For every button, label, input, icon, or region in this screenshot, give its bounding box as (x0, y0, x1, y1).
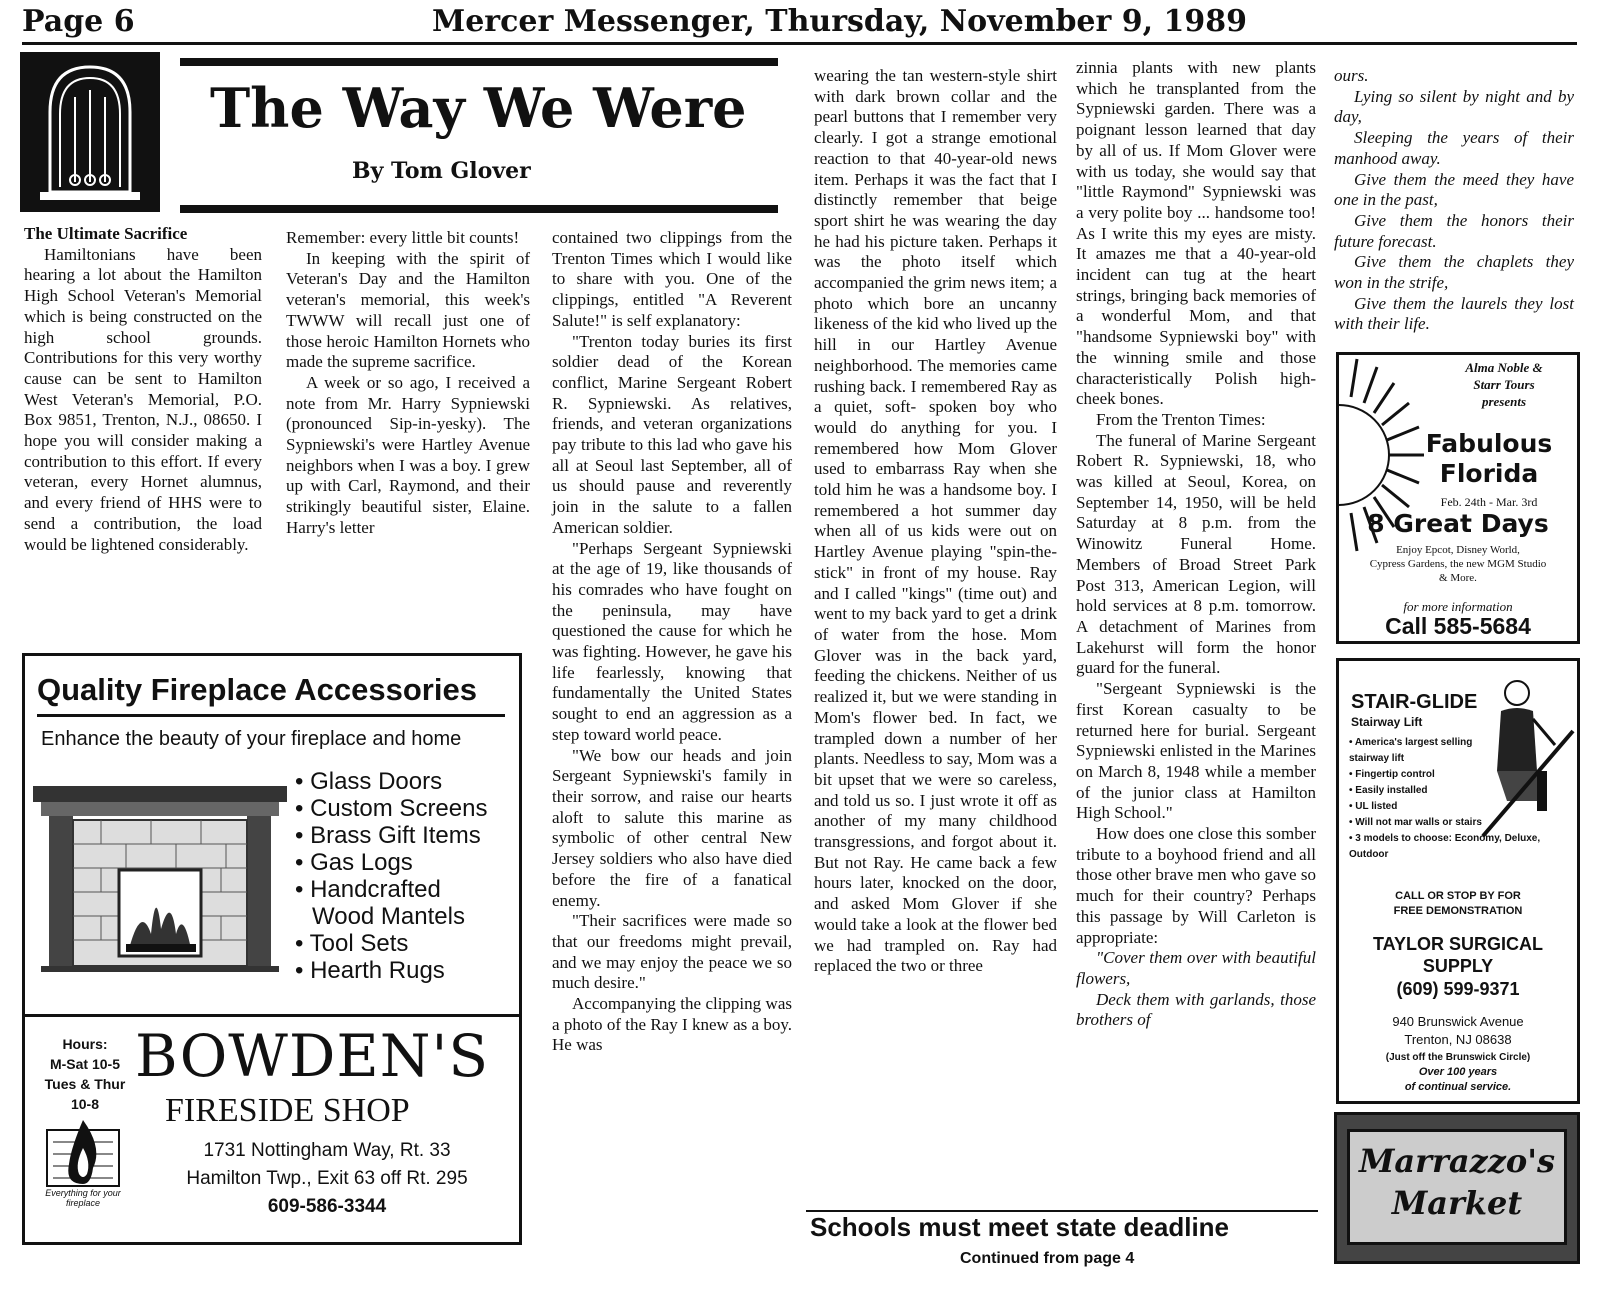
article-column-6 (1334, 66, 1574, 335)
article-paragraph: "Trenton today buries its first soldier dead of the Korean conflict, Marine Sergeant Robert R. Sypniewski. As relatives, friends, and veteran organizations pay tribute to this lad who gave his all at Seoul last September, all of us should pause and reverently join in the salute to a fallen American soldier. (552, 331, 792, 537)
column-title: The Way We Were (210, 76, 747, 140)
article-paragraph: From the Trenton Times: (1096, 409, 1266, 429)
poem-line: Deck them with garlands, those brothers of (1076, 989, 1316, 1030)
list-item: • Will not mar walls or stairs (1349, 817, 1482, 828)
stair-features (1349, 735, 1541, 863)
market-sign (1347, 1129, 1567, 1245)
ad-divider (37, 714, 505, 717)
list-item: • Custom Screens (295, 795, 488, 822)
store-address-2: Hamilton Twp., Exit 63 off Rt. 295 (186, 1168, 468, 1189)
list-item: • America's largest selling stairway lift (1349, 737, 1473, 764)
more-info: for more information (1403, 599, 1513, 614)
list-item: • Easily installed (1349, 785, 1428, 796)
trip-description: Enjoy Epcot, Disney World, Cypress Gardens, the new MGM Studio & More. (1369, 544, 1547, 584)
list-item: • Fingertip control (1349, 769, 1435, 780)
article-paragraph: The funeral of Marine Sergeant Robert R. Sypniewski, 18, who was killed at Seoul, Korea, on September 14, 1950, will be held Saturday at 8 p.m. from the Winowitz Funeral Home. Members of Broad Street Park Post 313, American Legion, will hold services at 8 p.m. tomorrow. A detachment of Marines from Lakehurst will form the honor guard for the funeral. (1076, 430, 1316, 678)
market-ad (1334, 1112, 1580, 1264)
article-paragraph: In keeping with the spirit of Veteran's Day and the Hamilton veteran's memorial, this week's TWWW will recall just one of those heroic Hamilton Hornets who made the supreme sacrifice. (286, 248, 530, 372)
ad-subhead: Enhance the beauty of your fireplace and home (41, 728, 462, 750)
column-byline: By Tom Glover (352, 158, 531, 184)
article-paragraph: contained two clippings from the Trenton Times which I would like to share with you. One of the clippings, entitled "A Reverent Salute!" is self explanatory: (552, 228, 792, 330)
article-paragraph: wearing the tan western-style shirt with dark brown collar and the pearl buttons that I remember very clearly. I got a strange emotional reaction to that 40-year-old news item. Perhaps it was the fact that I distinctly remember that beige sport shirt he was wearing the day he had his picture taken. Perhaps it was the photo itself which accompanied the grim news item; a photo which bore an uncanny likeness of the kid who lived up the hill in our Hartley Avenue neighborhood. The memories came rushing back. I remembered Ray as a quiet, soft- spoken boy who would do anything for you. I remembered how Mom Glover used to embarrass Ray when she told him he was a handsome boy. I remembered a hot summer day when all of us kids were out on Hartley Avenue playing "spin-the-stick" in front of my house. Ray and I called "kings" (time out) and went to my back yard to get a drink of water from the hose. Mom Glover was in the back yard, feeding the chickens. Neither of us realized it, but we were standing in Mom's flower bed. In fact, we trampled down a number of her plants. Needless to say, Mom was a bit upset that we were so careless, and told us so. I just wrote it off as another of my many childhood transgressions, and forgot about it. But not Ray. He came back a few hours later, knocked on the door, and asked Mom Glover if she would take a look at the flower bed we had trampled on. Ray had replaced the two or three (814, 66, 1057, 976)
stair-sub: Stairway Lift (1351, 715, 1423, 729)
article-column-1 (24, 224, 262, 555)
page-header (22, 4, 1577, 45)
ad-divider (25, 1014, 519, 1017)
company-address: 940 Brunswick Avenue Trenton, NJ 08638 (Just off the Brunswick Circle) (1385, 1014, 1531, 1063)
stair-brand: STAIR-GLIDE (1351, 691, 1478, 713)
article-paragraph: Remember: every little bit counts! (286, 228, 520, 247)
demo-offer: CALL OR STOP BY FOR FREE DEMONSTRATION (1393, 890, 1523, 917)
ad-headline: Quality Fireplace Accessories (37, 672, 477, 707)
list-item: • Hearth Rugs (295, 957, 445, 984)
page-number: Page 6 (22, 4, 135, 39)
article-paragraph: How does one close this somber tribute to a boyhood friend and all those other brave men who gave so much for their country? Perhaps this passage by Will Carleton is appropriate: (1076, 824, 1316, 947)
article-paragraph: "Perhaps Sergeant Sypniewski at the age of 19, like thousands of his comrades who have fought on the peninsula, may have questioned the cause for which he was fighting. However, he gave his life fearlessly, knowing that fundamentally the United States sought to end an aggression as a step toward world peace. (552, 538, 792, 744)
article-paragraph: Hamiltonians have been hearing a lot about the Hamilton High School Veteran's Memorial which is being constructed on the high school grounds. Contributions for this very worthy cause can be sent to Hamilton West Veteran's Memorial, P.O. Box 9851, Trenton, N.J., 08650. I hope you will consider making a contribution to this effort. If every veteran, every Hornet alumnus, and every friend of HHS were to send a contribution, the load would be lightened considerably. (24, 244, 262, 554)
article-column-5 (1076, 58, 1316, 1031)
title-rule-top (180, 58, 778, 66)
ad-items-list (295, 768, 487, 984)
poem-line: "Cover them over with beautiful flowers, (1076, 948, 1316, 988)
poem-line: Give them the honors their future forecast. (1334, 210, 1574, 251)
article-paragraph: "Sergeant Sypniewski is the first Korean casualty to be returned here for burial. Sergeant Sypniewski enlisted in the Marines on March 8, 1948 while a member of the junior class at Hamilton High School." (1076, 679, 1316, 823)
article-subhead: The Ultimate Sacrifice (24, 224, 188, 243)
article-paragraph: zinnia plants with new plants which he transplanted from the Sypniewski garden. There was a poignant lesson learned that day by all of us. If Mom Glover were with us today, she would say that "little Raymond" Sypniewski was a very polite boy ... handsome too! As I write this my eyes are misty. It amazes me that a 40-year-old incident can tug at the heart strings, bringing back memories of a wonderful Mom, and that "handsome Sypniewski boy" with the winning smile and those characteristically Polish high-cheek bones. (1076, 58, 1316, 409)
store-name: BOWDEN'S (135, 1022, 490, 1090)
list-item: Wood Mantels (312, 903, 465, 930)
story-headline: Schools must meet state deadline (810, 1212, 1230, 1242)
trip-days: 8 Great Days (1367, 509, 1549, 538)
logo-tagline: Everything for your fireplace (45, 1188, 121, 1208)
article-paragraph: "We bow our heads and join Sergeant Sypniewski's family in their sorrow, and raise our hearts aloft to salute this marine as symbolic of other central New Jersey soldiers who also have died before the fire of a fanatical enemy. (552, 745, 792, 910)
poem-line: ours. (1334, 66, 1369, 85)
poem-line: Give them the laurels they lost with their life. (1334, 293, 1574, 334)
stair-glide-ad (1336, 658, 1580, 1104)
article-paragraph: Accompanying the clipping was a photo of the Ray I knew as a boy. He was (552, 994, 792, 1055)
poem-line: Give them the meed they have one in the past, (1334, 169, 1574, 210)
list-item: • UL listed (1349, 801, 1398, 812)
poem-line: Lying so silent by night and by day, (1334, 86, 1574, 127)
flame-logo-icon (43, 1118, 123, 1188)
article-column-4 (814, 66, 1057, 977)
story-continued: Continued from page 4 (960, 1250, 1135, 1267)
fireplace-ad (22, 653, 522, 1245)
company-years: Over 100 years of continual service. (1404, 1066, 1512, 1093)
list-item: • Gas Logs (295, 849, 413, 876)
radio-logo (20, 52, 160, 212)
fireplace-illustration (31, 784, 289, 974)
article-column-2 (286, 228, 530, 539)
ad-title: Fabulous Florida (1425, 429, 1553, 488)
article-paragraph: "Their sacrifices were made so that our freedoms might prevail, and we may enjoy the peace we so much desire." (552, 911, 792, 993)
store-phone: 609-586-3344 (267, 1196, 387, 1217)
article-column-3 (552, 228, 792, 1056)
trip-dates: Feb. 24th - Mar. 3rd (1440, 495, 1538, 509)
store-hours: Hours: M-Sat 10-5 Tues & Thur 10-8 (44, 1036, 126, 1112)
radio-icon (20, 52, 160, 212)
list-item: • Handcrafted (295, 876, 441, 903)
company-phone: (609) 599-9371 (1396, 979, 1520, 999)
list-item: • 3 models to choose: Economy, Deluxe, Outdoor (1349, 833, 1541, 860)
company-name: TAYLOR SURGICAL SUPPLY (1372, 934, 1543, 976)
masthead: Mercer Messenger, Thursday, November 9, 1989 (432, 4, 1248, 39)
store-shop: FIRESIDE SHOP (165, 1092, 410, 1129)
market-name: Marrazzo's Market (1358, 1142, 1556, 1222)
poem-line: Give them the chaplets they won in the strife, (1334, 252, 1574, 293)
store-address: 1731 Nottingham Way, Rt. 33 (203, 1140, 451, 1161)
list-item: • Tool Sets (295, 930, 409, 957)
ad-sponsor: Alma Noble & Starr Tours presents (1465, 360, 1543, 409)
article-paragraph: A week or so ago, I received a note from Mr. Harry Sypniewski (pronounced Sip-in-yesky). The Sypniewski's were Hartley Avenue neighbors when I was a boy. I grew up with Carl, Raymond, and their strikingly beautiful sister, Elaine. Harry's letter (286, 372, 530, 537)
florida-ad (1336, 352, 1580, 644)
poem-line: Sleeping the years of their manhood away. (1334, 128, 1574, 168)
list-item: • Glass Doors (295, 768, 443, 795)
list-item: • Brass Gift Items (295, 822, 481, 849)
call-number: Call 585-5684 (1385, 613, 1531, 639)
title-rule-bottom (180, 205, 778, 213)
